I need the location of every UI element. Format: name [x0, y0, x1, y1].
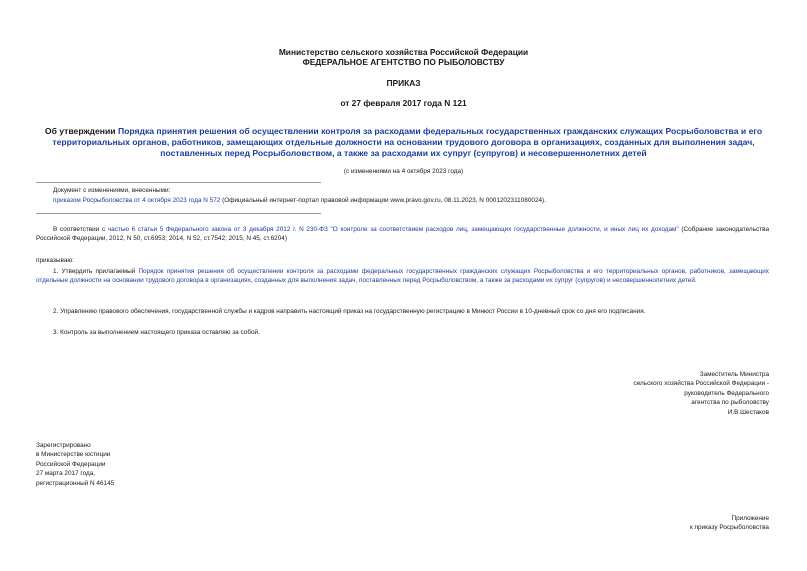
- signature-line-5: И.В.Шестаков: [727, 408, 769, 416]
- item-1-prefix: 1. Утвердить прилагаемый: [53, 268, 139, 275]
- preamble-prefix: В соответствии с: [53, 226, 108, 233]
- registration-line-3: Российской Федерации: [36, 460, 106, 468]
- item-3: 3. Контроль за выполнением настоящего приказа оставляю за собой.: [53, 329, 260, 336]
- ministry-name: Министерство сельского хозяйства Российской Федерации: [278, 47, 529, 57]
- registration-line-2: в Министерстве юстиции: [36, 451, 111, 459]
- doc-type: ПРИКАЗ: [386, 78, 421, 88]
- procedure-link[interactable]: Порядок принятия решения об осуществлении контроля за расходами федеральных государственных гражданских служащих Росрыболовства и его территориальных органов, работников, замещающих отдельные должности на основании трудового договора в организациях, созданных для выполнения задач, поставленных перед Росрыболовством, а также за расходами их супруг (супругов) и несовершеннолетних детей.: [36, 268, 769, 284]
- appendix-block: [549, 514, 769, 533]
- document-title: [36, 126, 771, 159]
- appendix-line-1: Приложение: [731, 515, 769, 522]
- item-2: 2. Управлению правового обеспечения, государственной службы и кадров направить настоящий приказ на государственную регистрацию в Минюст России в 10-дневный срок со дня его подписания.: [53, 308, 646, 315]
- order-word: приказываю:: [36, 257, 74, 264]
- signature-line-1: Заместитель Министра: [699, 371, 769, 378]
- preamble: [36, 226, 769, 243]
- changes-reference: [53, 197, 753, 205]
- changes-source: (Официальный интернет-портал правовой информации www.pravo.gov.ru, 08.11.2023, N 0001202311080024).: [220, 197, 546, 204]
- registration-line-4: 27 марта 2017 года,: [36, 470, 96, 478]
- signature-line-4: агентства по рыболовству: [691, 399, 769, 407]
- changes-intro: Документ с изменениями, внесенными:: [53, 187, 171, 194]
- changes-bottom-rule: [36, 213, 321, 214]
- title-link[interactable]: Порядка принятия решения об осуществлении контроля за расходами федеральных государственных гражданских служащих Росрыболовства и его территориальных органов, работников, замещающих отдельные должности на основании трудового договора в организациях, созданных для выполнения задач, поставленных перед Росрыболовством, а также за расходами их супруг (супругов) и несовершеннолетних детей: [52, 126, 763, 158]
- federal-law-link[interactable]: частью 6 статьи 5 Федерального закона от 3 декабря 2012 г. N 230-ФЗ "О контроле за соответствием расходов лиц, замещающих государственные должности, и иных лиц их доходам": [107, 226, 679, 233]
- registration-block: [36, 441, 236, 488]
- registration-line-5: регистрационный N 46145: [36, 479, 115, 487]
- doc-date-number: от 27 февраля 2017 года N 121: [340, 98, 467, 108]
- amendment-note: (с изменениями на 4 октября 2023 года): [343, 168, 464, 175]
- amending-order-link[interactable]: приказом Росрыболовства от 4 октября 2023 года N 572: [53, 197, 221, 204]
- agency-name: ФЕДЕРАЛЬНОЕ АГЕНТСТВО ПО РЫБОЛОВСТВУ: [302, 57, 505, 67]
- signature-line-2: сельского хозяйства Российской Федерации -: [633, 380, 769, 388]
- item-1: [36, 268, 769, 285]
- title-prefix: Об утверждении: [44, 126, 118, 136]
- registration-line-1: Зарегистрировано: [36, 442, 91, 449]
- appendix-line-2: к приказу Росрыболовства: [689, 524, 769, 532]
- signature-line-3: руководитель Федерального: [684, 389, 769, 397]
- preamble-suffix: (Собрание законодательства Российской Федерации, 2012, N 50, ст.6953; 2014, N 52, ст.7542; 2015, N 45, ст.6204): [36, 226, 769, 242]
- changes-top-rule: [36, 182, 321, 183]
- signature-block: [549, 370, 769, 417]
